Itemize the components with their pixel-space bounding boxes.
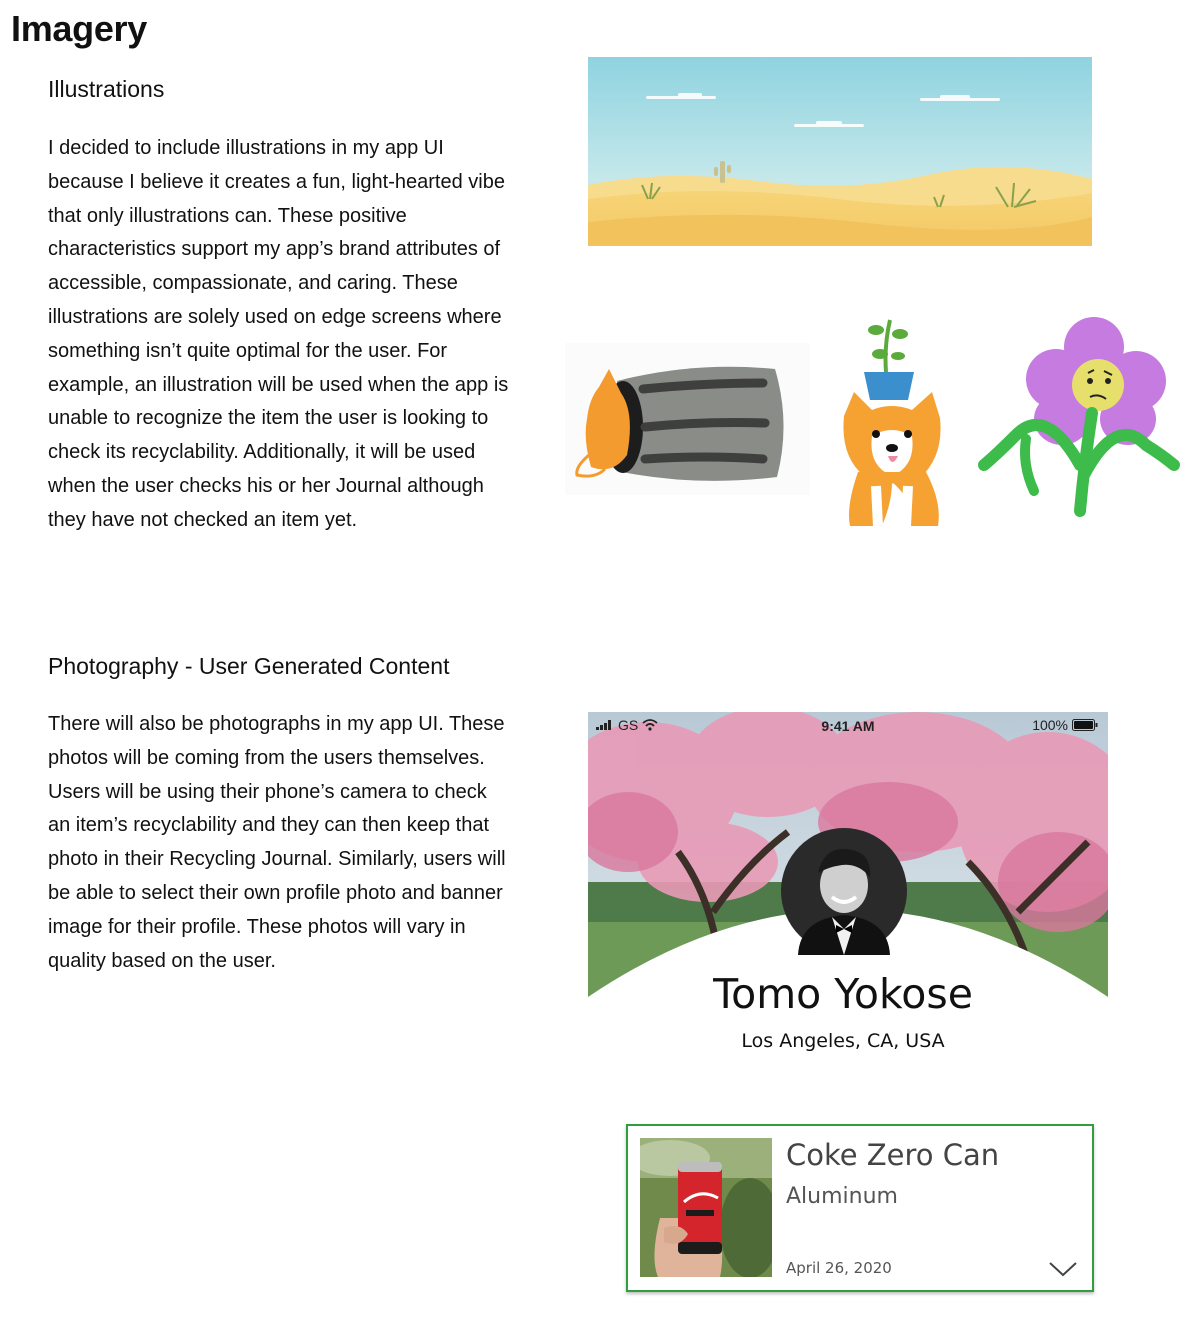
profile-name: Tomo Yokose	[713, 970, 973, 1018]
profile-header-mockup	[588, 712, 1108, 1062]
corgi-plant-illustration	[836, 306, 950, 532]
corgi-trash-can-illustration	[565, 343, 810, 495]
photography-paragraph: There will also be photographs in my app UI. These photos will be coming from the users themselves. Users will be using their phone’s camera to check an item’s recyclability and they can then keep that photo in their Recycling Journal. Similarly, users will be able to select their own profile photo and banner image for their profile. These photos will vary in quality based on the user.	[48, 713, 506, 972]
status-bar	[588, 712, 1108, 738]
confused-flower-illustration	[976, 315, 1186, 519]
profile-avatar[interactable]	[780, 827, 908, 955]
desert-illustration	[588, 57, 1092, 246]
journal-item-card[interactable]	[626, 1124, 1094, 1292]
page-title: Imagery	[11, 8, 147, 49]
item-material: Aluminum	[786, 1184, 898, 1209]
illustrations-paragraph: I decided to include illustrations in my app UI because I believe it creates a fun, light-hearted vibe that only illustrations can. These positive characteristics support my app’s brand attributes of accessible, compassionate, and caring. These illustrations are solely used on edge screens where something isn’t quite optimal for the user. For example, an illustration will be used when the app is unable to recognize the item the user is looking to check its recyclability. Additionally, it will be used when the user checks his or her Journal although they have not checked an item yet.	[48, 137, 509, 531]
item-photo	[640, 1138, 772, 1277]
battery-percent: 100%	[1032, 717, 1068, 733]
item-date: April 26, 2020	[786, 1259, 892, 1277]
item-title: Coke Zero Can	[786, 1138, 1000, 1172]
chevron-down-icon[interactable]	[1048, 1260, 1078, 1278]
photography-heading: Photography - User Generated Content	[48, 653, 450, 679]
carrier-label: GS	[618, 717, 639, 733]
battery-icon	[1072, 719, 1098, 731]
profile-location: Los Angeles, CA, USA	[741, 1030, 945, 1052]
illustrations-heading: Illustrations	[48, 76, 165, 102]
status-time: 9:41 AM	[821, 718, 875, 734]
